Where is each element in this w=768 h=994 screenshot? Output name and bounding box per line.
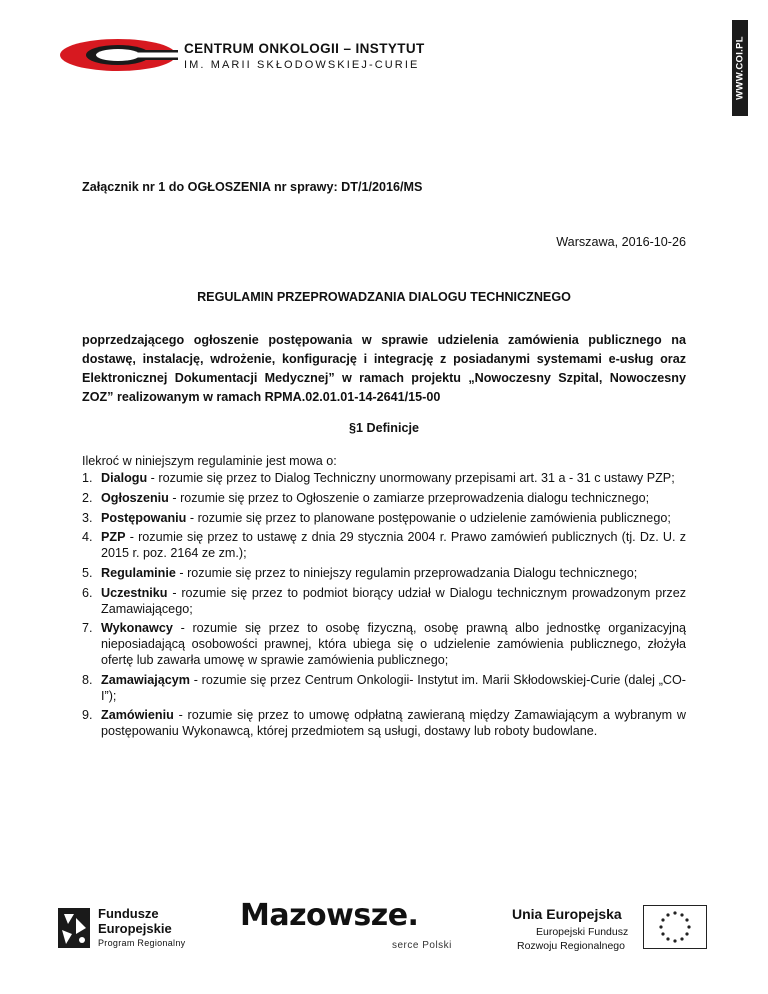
definition-term: Ogłoszeniu bbox=[101, 490, 169, 505]
definition-text: - rozumie się przez to umowę odpłatną zawieraną między Zamawiającym a wybranym w postępowaniu Wykonawcą, której przedmiotem są usługi, dostawy lub roboty budowlane. bbox=[101, 708, 686, 739]
definition-text: - rozumie się przez to podmiot biorący udział w Dialogu technicznym prowadzonym przez Zamawiającego; bbox=[101, 585, 686, 616]
item-number: 7. bbox=[82, 621, 93, 636]
definition-term: Zamawiającym bbox=[101, 672, 190, 687]
item-number: 8. bbox=[82, 672, 93, 687]
definition-term: Zamówieniu bbox=[101, 708, 174, 723]
logo-title: CENTRUM ONKOLOGII – INSTYTUT bbox=[184, 41, 425, 56]
place-date: Warszawa, 2016-10-26 bbox=[556, 235, 686, 249]
definition-term: Uczestniku bbox=[101, 585, 168, 600]
definition-text: - rozumie się przez to Ogłoszenie o zamiarze przeprowadzenia dialogu technicznego; bbox=[168, 490, 650, 505]
item-number: 2. bbox=[82, 490, 93, 505]
fe-logo-line1: Fundusze bbox=[98, 906, 159, 921]
list-item bbox=[82, 491, 686, 507]
item-number: 3. bbox=[82, 510, 93, 525]
definition-text: - rozumie się przez to osobę fizyczną, osobę prawną albo jednostkę organizacyjną nieposiadającą osobowości prawnej, która ubiega się o udzielenie zamówienia publicznego, złożyła ofertę lub zawarła umowę w sprawie zamówienia publicznego; bbox=[101, 621, 686, 667]
ue-logo-line1: Unia Europejska bbox=[512, 906, 622, 922]
definition-term: Dialogu bbox=[101, 471, 148, 485]
document-title: REGULAMIN PRZEPROWADZANIA DIALOGU TECHNICZNEGO bbox=[197, 290, 571, 304]
list-item bbox=[82, 673, 686, 705]
website-banner-text: WWW.COI.PL bbox=[734, 36, 746, 100]
definition-text: - rozumie się przez Centrum Onkologii- Instytut im. Marii Skłodowskiej-Curie (dalej „CO-I”); bbox=[101, 672, 686, 703]
list-item bbox=[82, 708, 686, 740]
definitions-list bbox=[82, 471, 686, 744]
item-number: 9. bbox=[82, 708, 93, 723]
list-item bbox=[82, 511, 686, 527]
definition-text: - rozumie się przez to planowane postępowanie o udzielenie zamówienia publicznego; bbox=[186, 510, 671, 525]
eu-flag-icon bbox=[643, 905, 707, 949]
attachment-line: Załącznik nr 1 do OGŁOSZENIA nr sprawy: DT/1/2016/MS bbox=[82, 180, 423, 194]
intro-text: Ilekroć w niniejszym regulaminie jest mowa o: bbox=[82, 454, 337, 468]
ue-logo-line2: Europejski Fundusz bbox=[536, 926, 629, 938]
fe-logo-line2: Europejskie bbox=[98, 921, 172, 936]
section-heading: §1 Definicje bbox=[349, 421, 419, 435]
fundusze-europejskie-logo-icon bbox=[56, 904, 92, 950]
definition-text: - rozumie się przez to niniejszy regulamin przeprowadzania Dialogu technicznego; bbox=[175, 565, 638, 580]
definition-term: Wykonawcy bbox=[101, 621, 173, 636]
item-number: 4. bbox=[82, 530, 93, 545]
ue-logo-line3: Rozwoju Regionalnego bbox=[517, 940, 625, 952]
definition-text: - rozumie się przez to ustawę z dnia 29 stycznia 2004 r. Prawo zamówień publicznych (tj. Dz. U. z 2015 r. poz. 2164 ze zm.); bbox=[101, 530, 686, 561]
mazowsze-tagline: serce Polski bbox=[392, 940, 452, 951]
mazowsze-logo: Mazowsze. bbox=[240, 898, 419, 933]
definition-term: Regulaminie bbox=[101, 565, 176, 580]
document-subtitle: poprzedzającego ogłoszenie postępowania w sprawie udzielenia zamówienia publicznego na dostawę, instalację, wdrożenie, konfigurację i integrację z posiadanymi systemami e-usług oraz Elektronicznej Dokumentacji Medycznej” w ramach projektu „Nowoczesny Szpital, Nowoczesny ZOZ” realizowanym w ramach RPMA.02.01.01-14-2641/15-00 bbox=[82, 333, 686, 404]
item-number: 1. bbox=[82, 471, 93, 485]
item-number: 5. bbox=[82, 565, 93, 580]
coi-logo-icon bbox=[58, 38, 178, 72]
logo-subtitle: IM. MARII SKŁODOWSKIEJ-CURIE bbox=[184, 59, 420, 71]
list-item bbox=[82, 530, 686, 562]
definition-term: PZP bbox=[101, 530, 126, 545]
item-number: 6. bbox=[82, 585, 93, 600]
list-item bbox=[82, 471, 686, 487]
definition-term: Postępowaniu bbox=[101, 510, 187, 525]
fe-logo-line3: Program Regionalny bbox=[98, 938, 186, 948]
list-item bbox=[82, 566, 686, 582]
definition-text: - rozumie się przez to Dialog Techniczny unormowany przepisami art. 31 a - 31 c ustawy PZP; bbox=[147, 471, 675, 485]
list-item bbox=[82, 586, 686, 618]
list-item bbox=[82, 621, 686, 668]
website-banner[interactable] bbox=[732, 20, 748, 116]
